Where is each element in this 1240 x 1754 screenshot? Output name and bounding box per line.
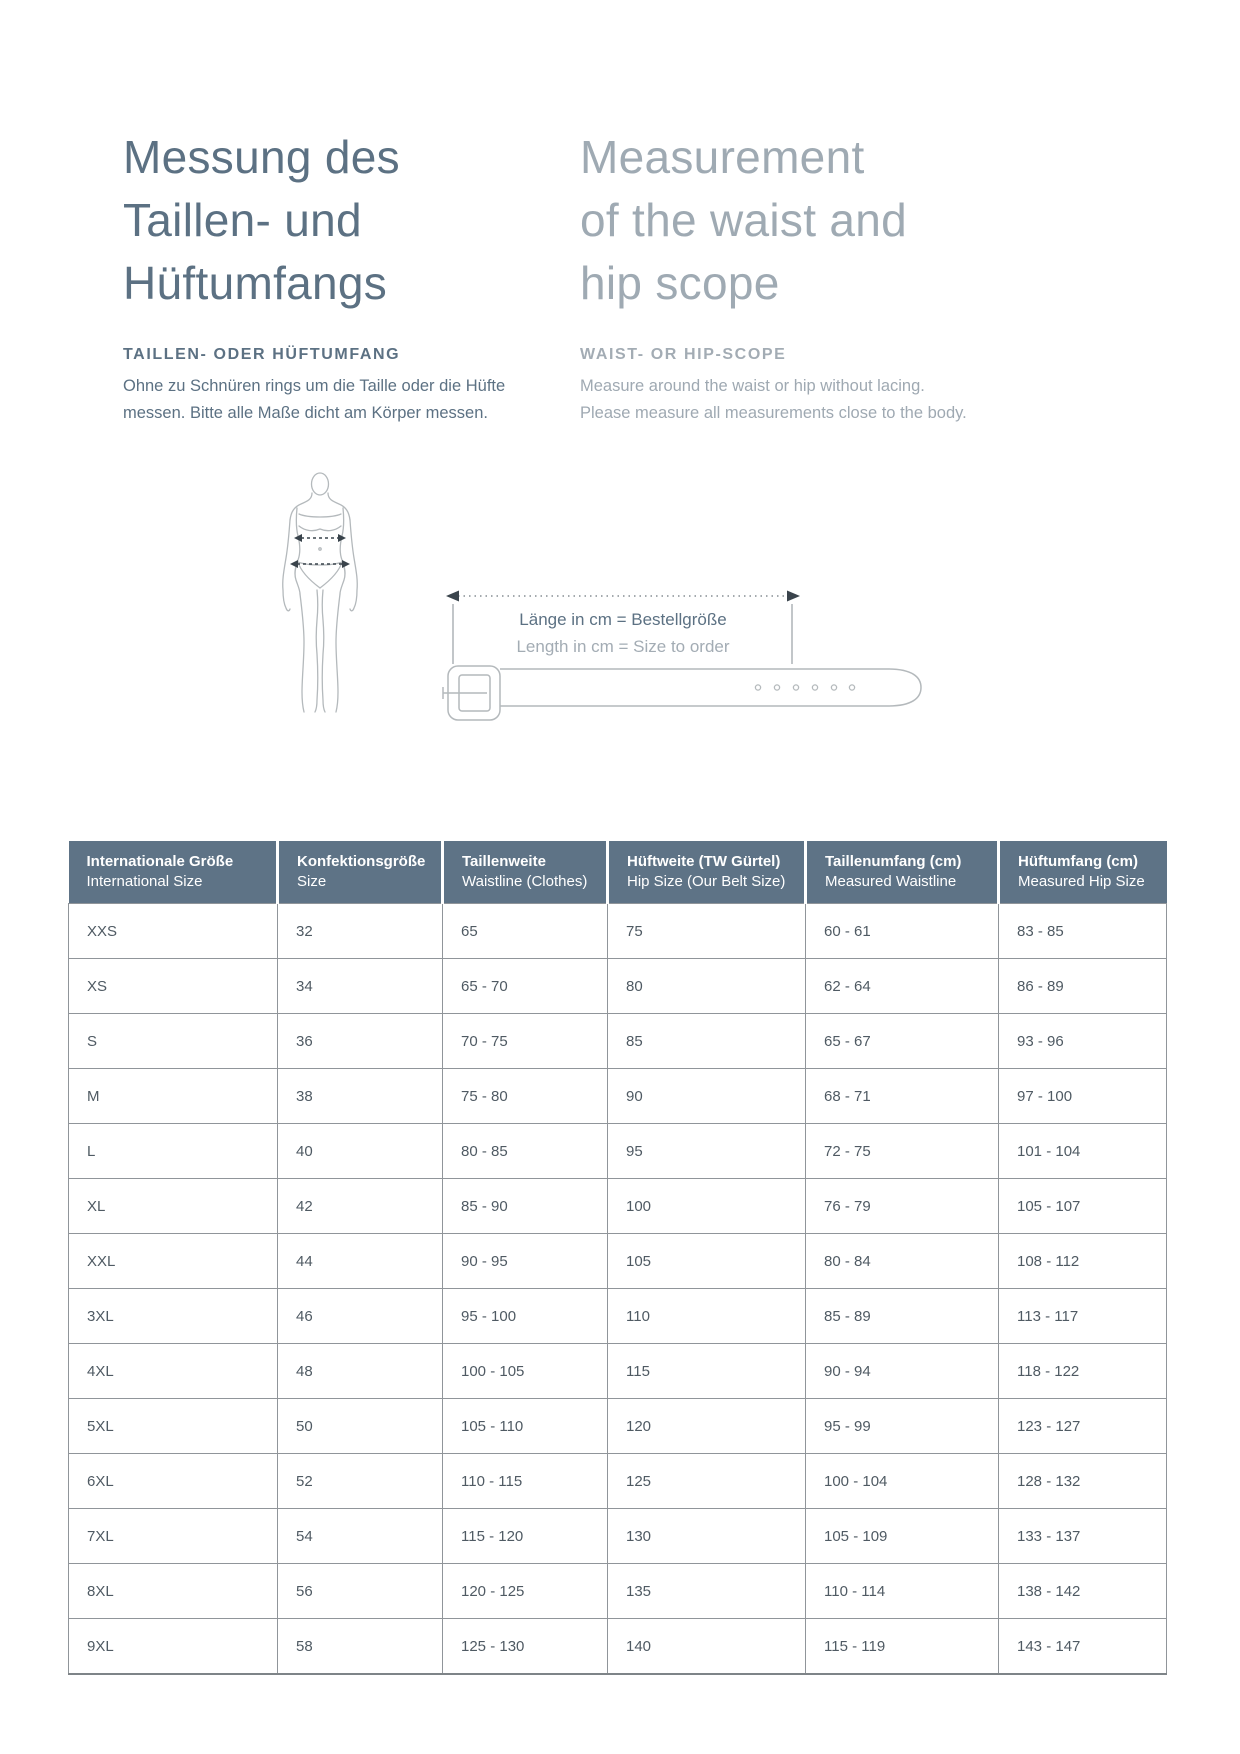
table-cell: 75 - 80 bbox=[443, 1069, 608, 1124]
subheading-de: TAILLEN- ODER HÜFTUMFANG bbox=[123, 346, 401, 363]
table-cell: 123 - 127 bbox=[999, 1399, 1167, 1454]
table-cell: 62 - 64 bbox=[806, 959, 999, 1014]
table-cell: 42 bbox=[278, 1179, 443, 1234]
table-cell: 90 - 94 bbox=[806, 1344, 999, 1399]
table-cell: 9XL bbox=[69, 1619, 278, 1675]
table-cell: 105 - 109 bbox=[806, 1509, 999, 1564]
table-cell: 40 bbox=[278, 1124, 443, 1179]
table-cell: 83 - 85 bbox=[999, 904, 1167, 959]
table-cell: 80 - 85 bbox=[443, 1124, 608, 1179]
table-cell: XS bbox=[69, 959, 278, 1014]
table-cell: 115 - 120 bbox=[443, 1509, 608, 1564]
table-cell: 105 bbox=[608, 1234, 806, 1289]
table-cell: 118 - 122 bbox=[999, 1344, 1167, 1399]
table-cell: XL bbox=[69, 1179, 278, 1234]
table-cell: 105 - 107 bbox=[999, 1179, 1167, 1234]
table-cell: 135 bbox=[608, 1564, 806, 1619]
table-row bbox=[69, 1289, 1167, 1344]
table-row bbox=[69, 1509, 1167, 1564]
column-header: Taillenweite Waistline (Clothes) bbox=[443, 841, 608, 904]
body-line: Ohne zu Schnüren rings um die Taille oder die Hüfte bbox=[123, 377, 506, 395]
size-table-head bbox=[69, 841, 1167, 904]
table-row bbox=[69, 1619, 1167, 1675]
table-cell: L bbox=[69, 1124, 278, 1179]
table-cell: 100 - 105 bbox=[443, 1344, 608, 1399]
subheading-en: WAIST- OR HIP-SCOPE bbox=[580, 346, 787, 363]
intro-section-en bbox=[580, 126, 1050, 427]
size-table-body bbox=[69, 904, 1167, 1675]
table-cell: 65 - 67 bbox=[806, 1014, 999, 1069]
body-figure-illustration bbox=[268, 472, 372, 714]
table-cell: 100 bbox=[608, 1179, 806, 1234]
table-cell: XXL bbox=[69, 1234, 278, 1289]
table-cell: 110 bbox=[608, 1289, 806, 1344]
length-label-en: Length in cm = Size to order bbox=[516, 637, 730, 656]
belt-illustration bbox=[438, 660, 938, 726]
table-cell: 95 - 100 bbox=[443, 1289, 608, 1344]
table-cell: 32 bbox=[278, 904, 443, 959]
table-cell: 50 bbox=[278, 1399, 443, 1454]
table-cell: 128 - 132 bbox=[999, 1454, 1167, 1509]
table-cell: 8XL bbox=[69, 1564, 278, 1619]
table-cell: 125 bbox=[608, 1454, 806, 1509]
table-cell: 80 - 84 bbox=[806, 1234, 999, 1289]
table-row bbox=[69, 1399, 1167, 1454]
table-cell: 70 - 75 bbox=[443, 1014, 608, 1069]
table-cell: M bbox=[69, 1069, 278, 1124]
table-cell: 52 bbox=[278, 1454, 443, 1509]
table-cell: 133 - 137 bbox=[999, 1509, 1167, 1564]
table-cell: 7XL bbox=[69, 1509, 278, 1564]
table-cell: 110 - 114 bbox=[806, 1564, 999, 1619]
column-header: Konfektionsgröße Size bbox=[278, 841, 443, 904]
table-cell: 115 - 119 bbox=[806, 1619, 999, 1675]
body-line: Measure around the waist or hip without lacing. bbox=[580, 377, 925, 395]
table-row bbox=[69, 1564, 1167, 1619]
title-line: Measurement bbox=[580, 131, 865, 183]
title-line: Taillen- und bbox=[123, 194, 362, 246]
table-cell: 95 bbox=[608, 1124, 806, 1179]
table-row bbox=[69, 1234, 1167, 1289]
table-cell: 140 bbox=[608, 1619, 806, 1675]
table-cell: 113 - 117 bbox=[999, 1289, 1167, 1344]
table-cell: 38 bbox=[278, 1069, 443, 1124]
size-table bbox=[68, 841, 1167, 1675]
column-header: Taillenumfang (cm) Measured Waistline bbox=[806, 841, 999, 904]
table-row bbox=[69, 904, 1167, 959]
table-cell: 125 - 130 bbox=[443, 1619, 608, 1675]
body-text-en bbox=[580, 373, 1050, 427]
body-line: messen. Bitte alle Maße dicht am Körper messen. bbox=[123, 404, 488, 422]
table-cell: 5XL bbox=[69, 1399, 278, 1454]
column-header: Hüftumfang (cm) Measured Hip Size bbox=[999, 841, 1167, 904]
table-cell: 85 - 90 bbox=[443, 1179, 608, 1234]
table-cell: 138 - 142 bbox=[999, 1564, 1167, 1619]
length-label-de: Länge in cm = Bestellgröße bbox=[519, 610, 727, 629]
table-cell: 85 - 89 bbox=[806, 1289, 999, 1344]
table-cell: 44 bbox=[278, 1234, 443, 1289]
table-cell: 4XL bbox=[69, 1344, 278, 1399]
table-cell: 60 - 61 bbox=[806, 904, 999, 959]
table-row bbox=[69, 1454, 1167, 1509]
table-cell: 90 bbox=[608, 1069, 806, 1124]
table-row bbox=[69, 959, 1167, 1014]
table-cell: 115 bbox=[608, 1344, 806, 1399]
table-cell: 56 bbox=[278, 1564, 443, 1619]
table-cell: 34 bbox=[278, 959, 443, 1014]
title-line: Messung des bbox=[123, 131, 400, 183]
column-header: Hüftweite (TW Gürtel) Hip Size (Our Belt Size) bbox=[608, 841, 806, 904]
table-cell: 120 bbox=[608, 1399, 806, 1454]
table-cell: 108 - 112 bbox=[999, 1234, 1167, 1289]
title-line: of the waist and bbox=[580, 194, 908, 246]
table-cell: 95 - 99 bbox=[806, 1399, 999, 1454]
intro-section-de bbox=[123, 126, 553, 427]
table-cell: 36 bbox=[278, 1014, 443, 1069]
table-cell: 65 - 70 bbox=[443, 959, 608, 1014]
page-title-en bbox=[580, 126, 1050, 315]
table-row bbox=[69, 1124, 1167, 1179]
table-cell: 130 bbox=[608, 1509, 806, 1564]
table-cell: 90 - 95 bbox=[443, 1234, 608, 1289]
table-cell: 46 bbox=[278, 1289, 443, 1344]
header-row bbox=[69, 841, 1167, 904]
table-row bbox=[69, 1344, 1167, 1399]
table-cell: 100 - 104 bbox=[806, 1454, 999, 1509]
table-cell: 80 bbox=[608, 959, 806, 1014]
table-cell: 110 - 115 bbox=[443, 1454, 608, 1509]
table-cell: 48 bbox=[278, 1344, 443, 1399]
table-cell: XXS bbox=[69, 904, 278, 959]
page-title-de bbox=[123, 126, 553, 315]
body-line: Please measure all measurements close to the body. bbox=[580, 404, 967, 422]
table-row bbox=[69, 1069, 1167, 1124]
table-cell: 93 - 96 bbox=[999, 1014, 1167, 1069]
title-line: Hüftumfangs bbox=[123, 257, 388, 309]
body-text-de bbox=[123, 373, 553, 427]
table-row bbox=[69, 1179, 1167, 1234]
table-cell: 76 - 79 bbox=[806, 1179, 999, 1234]
table-cell: 143 - 147 bbox=[999, 1619, 1167, 1675]
title-line: hip scope bbox=[580, 257, 780, 309]
table-cell: 72 - 75 bbox=[806, 1124, 999, 1179]
table-cell: 6XL bbox=[69, 1454, 278, 1509]
table-cell: 68 - 71 bbox=[806, 1069, 999, 1124]
table-cell: 86 - 89 bbox=[999, 959, 1167, 1014]
table-cell: 85 bbox=[608, 1014, 806, 1069]
table-cell: 58 bbox=[278, 1619, 443, 1675]
table-cell: 101 - 104 bbox=[999, 1124, 1167, 1179]
table-cell: 3XL bbox=[69, 1289, 278, 1344]
table-cell: 54 bbox=[278, 1509, 443, 1564]
table-cell: 65 bbox=[443, 904, 608, 959]
table-row bbox=[69, 1014, 1167, 1069]
table-cell: 97 - 100 bbox=[999, 1069, 1167, 1124]
column-header: Internationale Größe International Size bbox=[69, 841, 278, 904]
table-cell: S bbox=[69, 1014, 278, 1069]
table-cell: 120 - 125 bbox=[443, 1564, 608, 1619]
table-cell: 105 - 110 bbox=[443, 1399, 608, 1454]
table-cell: 75 bbox=[608, 904, 806, 959]
